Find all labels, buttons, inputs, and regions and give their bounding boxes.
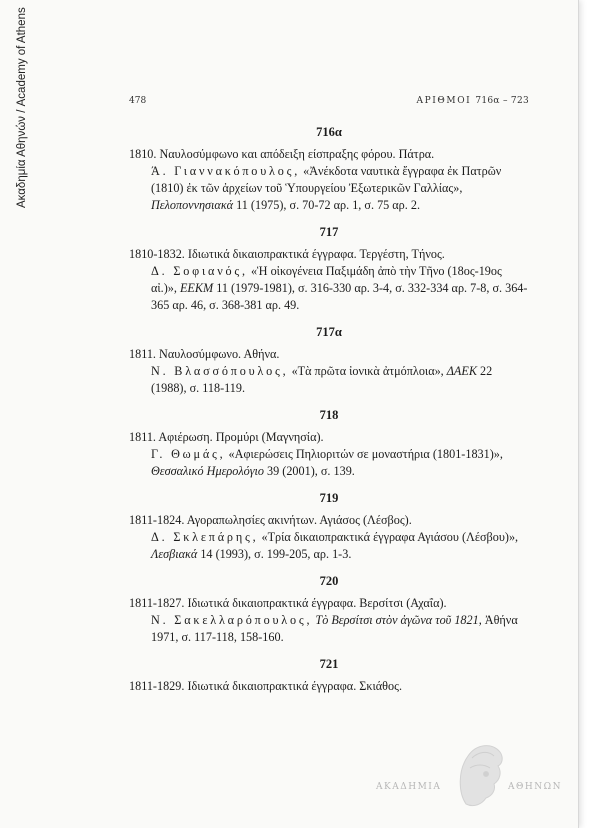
entry-reference bbox=[129, 446, 529, 480]
entry-description: 1810-1832. Ιδιωτικά δικαιοπρακτικά έγγραφα. Τεργέστη, Τήνος. bbox=[129, 247, 445, 261]
entry-description: 1811. Ναυλοσύμφωνο. Αθήνα. bbox=[129, 347, 280, 361]
watermark-word-right: ΑΘΗΝΩΝ bbox=[508, 782, 562, 792]
entry-717a bbox=[129, 324, 529, 397]
entry-reference bbox=[129, 163, 529, 214]
reference-journal: Λεσβιακά bbox=[151, 547, 198, 561]
entry-number: 716α bbox=[316, 125, 342, 139]
reference-journal: ΕΕΚΜ bbox=[179, 281, 214, 295]
reference-title: «Αφιερώσεις Πηλιοριτών σε μοναστήρια (1801-1831)», bbox=[228, 447, 503, 461]
entry-717 bbox=[129, 224, 529, 314]
entry-721 bbox=[129, 656, 529, 695]
entry-description: 1811-1829. Ιδιωτικά δικαιοπρακτικά έγγραφα. Σκιάθος. bbox=[129, 679, 402, 693]
entry-description: 1811. Αφιέρωση. Προμύρι (Μαγνησία). bbox=[129, 430, 324, 444]
reference-title: «Ἡ οἰκογένεια Παξιμάδη ἀπὸ τὴν Τῆνο (18ος-19ος αἰ.)», bbox=[151, 264, 502, 295]
reference-pages: 22 (1988), σ. 118-119. bbox=[151, 364, 493, 395]
athena-head-icon bbox=[452, 734, 508, 814]
entry-number: 717α bbox=[316, 325, 342, 339]
entry-number: 719 bbox=[319, 491, 339, 505]
entry-reference bbox=[129, 263, 529, 314]
entry-description: 1810. Ναυλοσύμφωνο και απόδειξη είσπραξης φόρου. Πάτρα. bbox=[129, 147, 435, 161]
reference-title: «Τρία δικαιοπρακτικά έγγραφα Αγιάσου (Λέσβου)», bbox=[261, 530, 519, 544]
reference-pages: Ἀθήνα 1971, σ. 117-118, 158-160. bbox=[151, 613, 518, 644]
entry-number: 717 bbox=[319, 225, 339, 239]
watermark-word-left: ΑΚΑΔΗΜΙΑ bbox=[376, 782, 442, 792]
entry-720 bbox=[129, 573, 529, 646]
running-title-range: 716α – 723 bbox=[475, 96, 529, 106]
reference-pages: 11 (1975), σ. 70-72 αρ. 1, σ. 75 αρ. 2. bbox=[236, 198, 421, 212]
entry-718 bbox=[129, 407, 529, 480]
entry-description: 1811-1824. Αγοραπωλησίες ακινήτων. Αγιάσος (Λέσβος). bbox=[129, 513, 412, 527]
reference-pages: 14 (1993), σ. 199-205, αρ. 1-3. bbox=[200, 547, 352, 561]
reference-journal: Πελοποννησιακά bbox=[151, 198, 234, 212]
reference-author: Δ. Σοφιανός, bbox=[151, 264, 248, 278]
entries-list bbox=[129, 124, 529, 705]
entry-number: 720 bbox=[319, 574, 339, 588]
reference-title: «Ἀνέκδοτα ναυτικὰ ἔγγραφα ἐκ Πατρῶν (1810) ἐκ τῶν ἀρχείων τοῦ Ὑπουργείου Ἐξωτερικῶν Γαλλίας», bbox=[151, 164, 502, 195]
reference-pages: 39 (2001), σ. 139. bbox=[267, 464, 355, 478]
entry-number: 718 bbox=[319, 408, 339, 422]
running-title-text: ΑΡΙΘΜΟΙ bbox=[416, 96, 472, 106]
reference-pages: 11 (1979-1981), σ. 316-330 αρ. 3-4, σ. 332-334 αρ. 7-8, σ. 364-365 αρ. 46, σ. 368-381 αρ. 49. bbox=[151, 281, 528, 312]
reference-book-title: Τὸ Βερσίτσι στὸν ἀγῶνα τοῦ 1821, bbox=[315, 613, 482, 627]
entry-description: 1811-1827. Ιδιωτικά δικαιοπρακτικά έγγραφα. Βερσίτσι (Αχαΐα). bbox=[129, 596, 447, 610]
entry-reference bbox=[129, 529, 529, 563]
entry-number: 721 bbox=[319, 657, 339, 671]
reference-author: Ά. Γιαννακόπουλος, bbox=[151, 164, 301, 178]
reference-journal: ΔΑΕΚ bbox=[446, 364, 477, 378]
reference-author: Ν. Σακελλαρόπουλος, bbox=[151, 613, 313, 627]
running-title bbox=[417, 96, 530, 106]
entry-reference bbox=[129, 363, 529, 397]
page-number: 478 bbox=[129, 96, 147, 106]
reference-author: Δ. Σκλεπάρης, bbox=[151, 530, 259, 544]
reference-title: «Τὰ πρῶτα ἰονικὰ ἀτμόπλοια», bbox=[291, 364, 444, 378]
entry-716a bbox=[129, 124, 529, 214]
reference-journal: Θεσσαλικό Ημερολόγιο bbox=[151, 464, 264, 478]
entry-719 bbox=[129, 490, 529, 563]
reference-author: Γ. Θωμάς, bbox=[151, 447, 226, 461]
reference-author: Ν. Βλασσόπουλος, bbox=[151, 364, 289, 378]
side-credit-label: Ακαδημία Αθηνών / Academy of Athens bbox=[16, 7, 28, 208]
entry-reference bbox=[129, 612, 529, 646]
academy-watermark-logo bbox=[370, 722, 590, 822]
